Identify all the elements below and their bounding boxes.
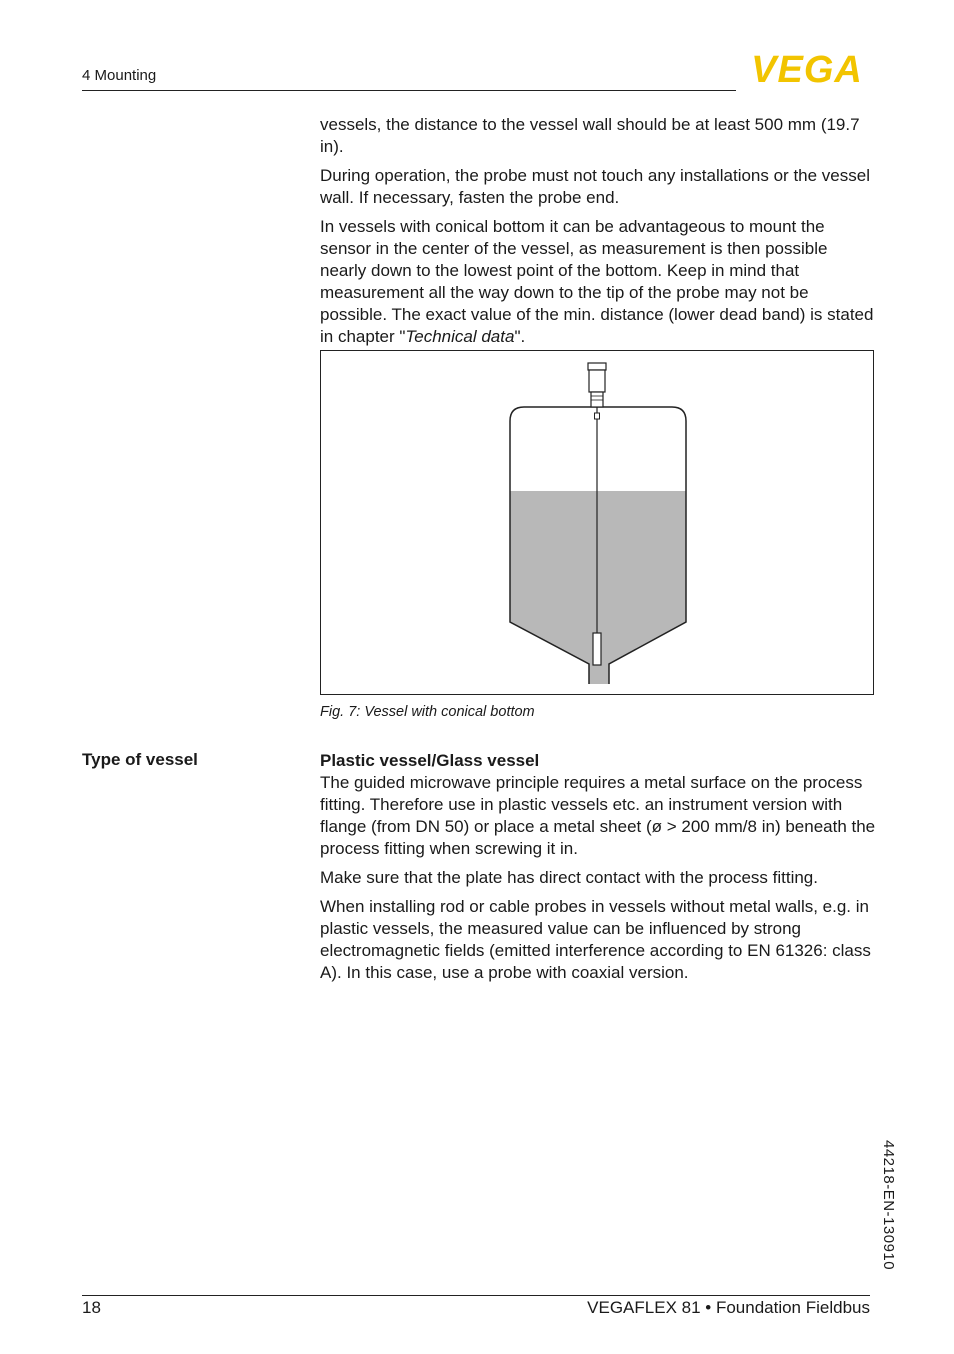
footer-title: VEGAFLEX 81 • Foundation Fieldbus bbox=[587, 1298, 870, 1317]
header-rule bbox=[82, 90, 736, 91]
sensor-head bbox=[588, 363, 606, 370]
page-number: 18 bbox=[82, 1298, 101, 1317]
intro-text bbox=[320, 114, 876, 355]
intro-paragraph-3-lead: In vessels with conical bottom it can be advantageous to mount the sensor in the center of the vessel, as measurement is then possible nearly down to the lowest point of the bottom. Keep in mind that measurement all the way down to the tip of the probe may not be possible. The exact value of the min. distance (lower dead band) is stated in chapter " bbox=[320, 217, 874, 346]
type-of-vessel-label: Type of vessel bbox=[82, 750, 198, 769]
intro-paragraph-1: vessels, the distance to the vessel wall should be at least 500 mm (19.7 in). bbox=[320, 115, 860, 156]
vessel-type-paragraph-1: The guided microwave principle requires a metal surface on the process fitting. Therefore use in plastic vessels etc. an instrument version with flange (from DN 50) or place a metal sheet (ø > 200 mm/8 in) beneath the process fitting when screwing it in. bbox=[320, 773, 876, 858]
process-fitting bbox=[591, 392, 603, 407]
intro-paragraph-3-end: ". bbox=[514, 327, 526, 346]
cable-clamp bbox=[595, 413, 600, 419]
vessel-type-heading: Plastic vessel/Glass vessel bbox=[320, 751, 540, 770]
technical-data-reference: Technical data bbox=[405, 327, 515, 346]
footer-rule bbox=[82, 1295, 870, 1296]
intro-paragraph-2: During operation, the probe must not touch any installations or the vessel wall. If necessary, fasten the probe end. bbox=[320, 166, 870, 207]
section-title: 4 Mounting bbox=[82, 67, 157, 84]
vega-logo-mark bbox=[740, 50, 874, 86]
document-id: 44218-EN-130910 bbox=[880, 1140, 897, 1271]
vega-logo bbox=[740, 50, 874, 91]
vessel-type-text bbox=[320, 750, 876, 991]
vessel-figure bbox=[320, 350, 874, 695]
vessel-diagram bbox=[321, 351, 873, 694]
intro-paragraph-3 bbox=[320, 216, 876, 348]
figure-caption: Fig. 7: Vessel with conical bottom bbox=[320, 704, 535, 720]
vessel-type-paragraph-2: Make sure that the plate has direct contact with the process fitting. bbox=[320, 868, 818, 887]
vessel-type-paragraph-3: When installing rod or cable probes in vessels without metal walls, e.g. in plastic vessels, the measured value can be influenced by strong electromagnetic fields (emitted interference according to EN 61326: class A). In this case, use a probe with coaxial version. bbox=[320, 897, 871, 982]
gravity-weight bbox=[593, 633, 601, 665]
sensor-body bbox=[589, 370, 605, 392]
vega-logo-text: VEGA bbox=[751, 50, 863, 86]
